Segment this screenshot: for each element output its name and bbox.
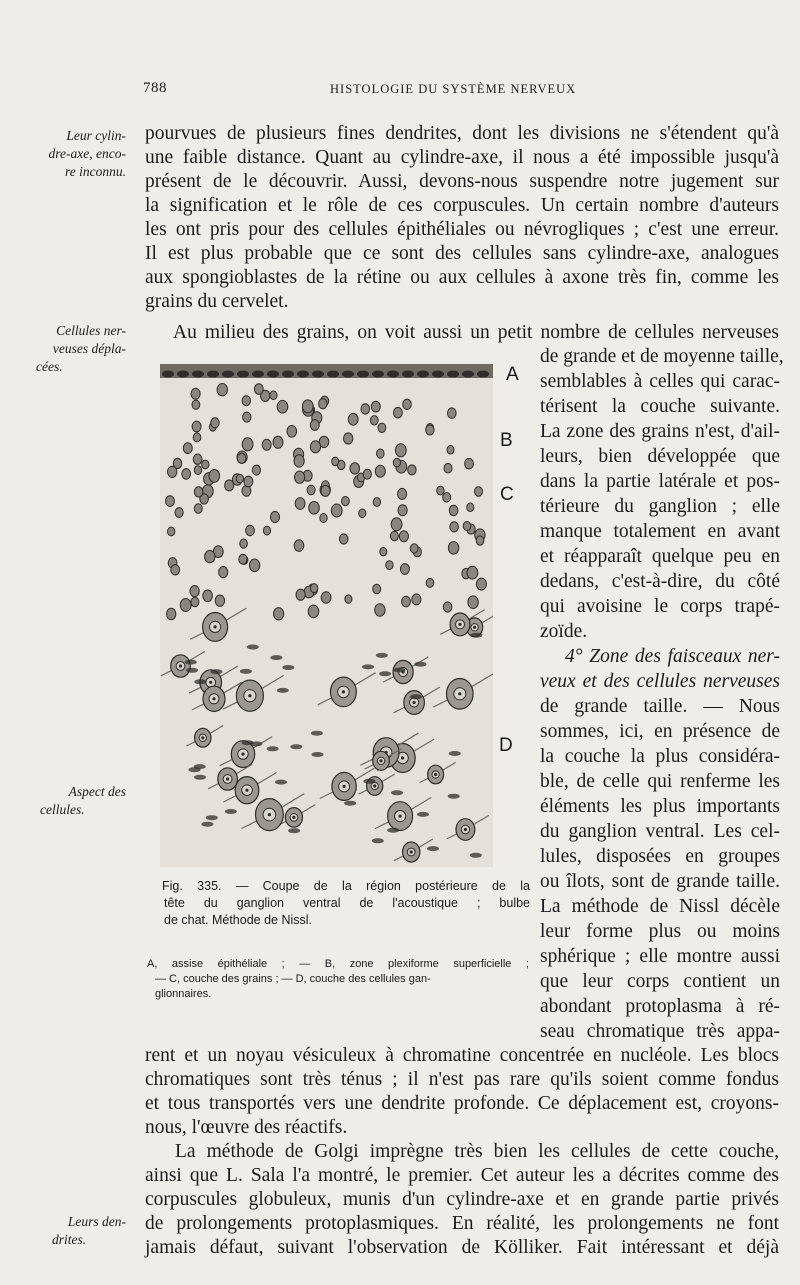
glial-nucleus xyxy=(247,645,259,650)
glial-nucleus xyxy=(186,668,198,673)
caption-line: de chat. Méthode de Nissl. xyxy=(164,913,312,927)
granule-cell xyxy=(180,599,191,612)
margin-note-1 xyxy=(14,127,126,181)
granule-cell xyxy=(309,502,320,515)
text-line: seau chromatique très appa- xyxy=(540,1021,780,1042)
nucleolus xyxy=(373,784,376,787)
glial-nucleus xyxy=(379,671,391,676)
granule-cell xyxy=(270,511,279,522)
granule-cell xyxy=(399,531,408,542)
granule-cell xyxy=(194,466,201,475)
text-line: leurs, bien développée que xyxy=(540,446,780,467)
granule-cell xyxy=(263,526,270,535)
epithelial-cell xyxy=(372,371,384,378)
margin-note-line: re inconnu. xyxy=(65,164,126,179)
granule-cell xyxy=(443,602,452,612)
nucleolus xyxy=(212,697,215,700)
epithelial-cell xyxy=(327,371,339,378)
granule-cell xyxy=(192,400,200,409)
margin-note-3 xyxy=(14,783,126,819)
granule-cell xyxy=(217,384,227,396)
granule-cell xyxy=(310,441,320,453)
nucleolus xyxy=(248,694,251,697)
figure-drawing xyxy=(160,364,493,867)
granule-cell xyxy=(444,463,452,473)
granule-cell xyxy=(400,564,409,575)
granule-cell xyxy=(426,578,434,587)
epithelial-cell xyxy=(447,371,459,378)
caption-line: Fig. 335. — Coupe de la région postérieure de la xyxy=(162,879,530,893)
granule-cell xyxy=(390,531,398,541)
granule-cell xyxy=(302,400,313,413)
text-line: de grande taille. — Nous xyxy=(540,696,780,717)
granule-cell xyxy=(215,595,224,606)
glial-nucleus xyxy=(185,660,197,665)
glial-nucleus xyxy=(427,846,439,851)
nucleolus xyxy=(458,692,461,695)
granule-cell xyxy=(393,458,400,467)
glial-nucleus xyxy=(376,653,388,658)
margin-note-line: Cellules ner- xyxy=(56,323,126,338)
glial-nucleus xyxy=(275,780,287,785)
epithelial-cell xyxy=(222,371,234,378)
granule-cell xyxy=(348,413,358,425)
granule-cell xyxy=(386,561,393,570)
epithelial-cell xyxy=(477,371,489,378)
granule-cell xyxy=(310,584,317,593)
glial-nucleus xyxy=(414,662,426,667)
nucleolus xyxy=(201,736,204,739)
glial-nucleus xyxy=(344,801,356,806)
glial-nucleus xyxy=(242,740,254,745)
nucleolus xyxy=(343,785,346,788)
text-line: présent de le découvrir. Aussi, devons-nous suspendre notre jugement sur xyxy=(145,171,779,192)
granule-cell xyxy=(398,488,407,499)
granule-cell xyxy=(412,594,421,605)
granule-cell xyxy=(190,586,199,597)
running-title: HISTOLOGIE DU SYSTÈME NERVEUX xyxy=(330,82,577,96)
granule-cell xyxy=(447,446,454,455)
granule-cell xyxy=(168,466,177,477)
nucleolus xyxy=(179,664,182,667)
glial-nucleus xyxy=(311,731,323,736)
granule-cell xyxy=(240,539,248,548)
granule-cell xyxy=(202,460,209,469)
caption-line: tête du ganglion ventral de l'acoustique ; bulbe xyxy=(164,896,530,910)
epithelial-cell xyxy=(402,371,414,378)
granule-cell xyxy=(437,486,444,495)
granule-cell xyxy=(371,401,380,412)
granule-cell xyxy=(443,493,451,503)
nucleolus xyxy=(268,813,271,816)
glial-nucleus xyxy=(312,752,324,757)
epithelial-cell xyxy=(252,371,264,378)
glial-nucleus xyxy=(282,665,294,670)
figure-label-a: A xyxy=(506,364,519,385)
text-line: ainsi que L. Sala l'a montré, le premier. Cet auteur les a décrites comme des xyxy=(145,1165,779,1186)
margin-note-line: drites. xyxy=(52,1232,87,1247)
glial-nucleus xyxy=(470,633,482,638)
epithelial-cell xyxy=(312,371,324,378)
figure-caption xyxy=(162,878,530,929)
granule-cell xyxy=(194,487,203,497)
epithelial-cell xyxy=(162,371,174,378)
granule-cell xyxy=(395,444,406,457)
granule-cell xyxy=(467,566,478,579)
margin-note-line: cées. xyxy=(36,359,63,374)
granule-cell xyxy=(377,449,385,458)
glial-nucleus xyxy=(201,822,213,827)
margin-note-2 xyxy=(14,322,126,376)
granule-cell xyxy=(237,453,246,463)
granule-cell xyxy=(194,504,202,514)
glial-nucleus xyxy=(391,790,403,795)
nucleolus xyxy=(434,773,437,776)
glial-nucleus xyxy=(470,853,482,858)
nucleolus xyxy=(473,626,476,629)
text-line: térisent la couche suivante. xyxy=(540,396,780,417)
granule-cell xyxy=(467,503,474,512)
epithelial-cell xyxy=(282,371,294,378)
glial-nucleus xyxy=(189,767,201,772)
granule-cell xyxy=(408,465,416,475)
granule-cell xyxy=(211,418,219,428)
granule-cell xyxy=(363,469,371,479)
granule-cell xyxy=(205,550,215,562)
granule-cell xyxy=(410,544,418,553)
granule-cell xyxy=(209,470,220,483)
text-line: corpuscules globuleux, munis d'un cylindre-axe et en grande partie privés xyxy=(145,1189,779,1210)
text-line: chromatiques sont très ténus ; il n'est pas rare qu'ils soient comme fondus xyxy=(145,1069,779,1090)
figure-label-b: B xyxy=(500,430,513,451)
text-line: manque totalement en avant xyxy=(540,521,780,542)
granule-cell xyxy=(375,465,385,477)
granule-cell xyxy=(166,496,175,507)
epithelial-cell xyxy=(432,371,444,378)
nucleolus xyxy=(209,681,212,684)
granule-cell xyxy=(242,396,250,406)
figure-legend xyxy=(147,957,529,1002)
text-line: ble, de celle qui renferme les xyxy=(540,771,780,792)
granule-cell xyxy=(380,548,387,556)
granule-cell xyxy=(320,514,327,523)
granule-cell xyxy=(403,399,412,409)
text-line: sphérique ; elle montre aussi xyxy=(540,946,780,967)
nucleolus xyxy=(241,753,244,756)
text-line: térieure du ganglion ; elle xyxy=(540,496,780,517)
text-line: La méthode de Golgi imprègne très bien les cellules de cette couche, xyxy=(175,1141,779,1162)
granule-cell xyxy=(307,485,315,495)
text-line: grains du cervelet. xyxy=(145,291,289,312)
text-line: jamais défaut, suivant l'observation de Kölliker. Fait intéressant et déjà xyxy=(145,1237,779,1258)
granule-cell xyxy=(448,408,457,418)
text-line: semblables à celles qui carac- xyxy=(540,371,780,392)
margin-note-line: Leur cylin- xyxy=(66,128,126,143)
nucleolus xyxy=(292,816,295,819)
legend-line: — C, couche des grains ; — D, couche des cellules gan- xyxy=(155,973,431,985)
granule-cell xyxy=(361,404,370,414)
granule-cell xyxy=(277,400,288,413)
granule-cell xyxy=(254,384,263,395)
granule-cell xyxy=(449,505,458,515)
text-line: qui avoisine le corps trapé- xyxy=(540,596,780,617)
nucleolus xyxy=(379,759,382,762)
glial-nucleus xyxy=(362,664,374,669)
granule-cell xyxy=(321,485,330,496)
granule-cell xyxy=(246,525,255,535)
glial-nucleus xyxy=(372,838,384,843)
text-line: Il est plus probable que ce sont des cellules sans cylindre-axe, analogues xyxy=(145,243,779,264)
glial-nucleus xyxy=(270,655,282,660)
granule-cell xyxy=(219,567,228,578)
text-line: rent et un noyau vésiculeux à chromatine concentrée en nucléole. Les blocs xyxy=(145,1045,779,1066)
text-line: et réapparaît quelque peu en xyxy=(540,546,780,567)
granule-cell xyxy=(359,509,366,518)
glial-nucleus xyxy=(410,694,422,699)
text-line: nous, l'œuvre des réactifs. xyxy=(145,1117,348,1138)
text-line: sommes, ici, en présence de xyxy=(540,721,780,742)
granule-cell xyxy=(342,497,350,506)
text-line: la signification et le rôle de ces corpuscules. Un certain nombre d'auteurs xyxy=(145,195,779,216)
granule-cell xyxy=(175,508,183,518)
granule-cell xyxy=(203,590,213,602)
granule-cell xyxy=(476,578,486,590)
epithelial-cell xyxy=(462,371,474,378)
granule-cell xyxy=(373,584,381,594)
text-line: ou îlots, sont de grande taille. xyxy=(540,871,780,892)
text-line: dedans, c'est-à-dire, du côté xyxy=(540,571,780,592)
glial-nucleus xyxy=(240,669,252,674)
text-line: leur forme plus ou moins xyxy=(540,921,780,942)
granule-cell xyxy=(350,463,360,474)
section-heading-line: 4° Zone des faisceaux ner- xyxy=(565,646,780,667)
granule-cell xyxy=(249,559,259,572)
epithelial-cell xyxy=(297,371,309,378)
granule-cell xyxy=(463,522,471,531)
granule-cell xyxy=(239,554,247,564)
glial-nucleus xyxy=(449,751,461,756)
glial-nucleus xyxy=(393,668,405,673)
text-line: abondant protoplasma à ré- xyxy=(540,996,780,1017)
epithelial-cell xyxy=(267,371,279,378)
text-line: lules, disposées en groupes xyxy=(540,846,780,867)
granule-cell xyxy=(448,542,458,555)
nucleolus xyxy=(401,756,404,759)
granule-cell xyxy=(295,498,305,510)
granule-cell xyxy=(450,522,459,532)
glial-nucleus xyxy=(211,669,223,674)
glial-nucleus xyxy=(288,828,300,833)
text-line: les ont pris pour des cellules épithéliales ou névrogliques ; c'est une erreur. xyxy=(145,219,779,240)
page-number: 788 xyxy=(143,80,167,96)
glial-nucleus xyxy=(225,809,237,814)
granule-cell xyxy=(321,592,331,604)
granule-cell xyxy=(193,454,202,464)
text-line: zoïde. xyxy=(540,621,588,642)
granule-cell xyxy=(339,534,348,544)
legend-line: glionnaires. xyxy=(155,988,212,1000)
granule-cell xyxy=(191,597,199,607)
glial-nucleus xyxy=(290,744,302,749)
epithelial-cell xyxy=(387,371,399,378)
granule-cell xyxy=(296,589,305,600)
granule-cell xyxy=(252,465,260,475)
granule-cell xyxy=(345,595,352,603)
granule-cell xyxy=(167,608,176,619)
margin-note-line: Leurs den- xyxy=(67,1214,126,1229)
granule-cell xyxy=(270,391,277,400)
granule-cell xyxy=(295,471,305,483)
granule-cell xyxy=(242,438,253,451)
granule-cell xyxy=(398,505,407,516)
granule-cell xyxy=(373,498,380,507)
figure-label-c: C xyxy=(500,484,514,505)
text-line: pourvues de plusieurs fines dendrites, dont les divisions ne s'étendent qu'à xyxy=(145,123,779,144)
granule-cell xyxy=(287,426,297,438)
text-line: et tous transportés vers une dendrite profonde. Ce déplacement est, croyons- xyxy=(145,1093,779,1114)
granule-cell xyxy=(391,518,402,531)
granule-cell xyxy=(402,596,411,607)
nucleolus xyxy=(226,777,229,780)
text-line: une faible distance. Quant au cylindre-axe, il nous a été impossible jusqu'à xyxy=(145,147,779,168)
granule-cell xyxy=(319,399,327,409)
margin-note-line: dre-axe, enco- xyxy=(48,146,126,161)
margin-note-line: veuses dépla- xyxy=(52,341,126,356)
granule-cell xyxy=(426,425,434,435)
section-heading-line: veux et des cellules nerveuses xyxy=(540,671,780,692)
granule-cell xyxy=(476,536,484,545)
granule-cell xyxy=(274,608,284,620)
nucleolus xyxy=(413,701,416,704)
text-line: La zone des grains n'est, d'ail- xyxy=(540,421,780,442)
epithelial-cell xyxy=(192,371,204,378)
text-line: que leur corps contient un xyxy=(540,971,780,992)
glial-nucleus xyxy=(417,812,429,817)
glial-nucleus xyxy=(277,688,289,693)
granule-cell xyxy=(273,436,283,448)
glial-nucleus xyxy=(387,828,399,833)
histology-figure xyxy=(160,364,493,867)
text-line: du ganglion ventral. Les cel- xyxy=(540,821,780,842)
granule-cell xyxy=(191,388,200,399)
granule-cell xyxy=(262,439,271,450)
granule-cell xyxy=(308,605,319,618)
nucleolus xyxy=(399,815,402,818)
epithelial-cell xyxy=(237,371,249,378)
epithelial-cell xyxy=(207,371,219,378)
granule-cell xyxy=(468,596,478,609)
text-line: La méthode de Nissl décèle xyxy=(540,896,780,917)
granule-cell xyxy=(183,443,192,454)
text-line: de prolongements protoplasmiques. En réalité, les prolongements ne font xyxy=(145,1213,779,1234)
margin-note-line: Aspect des xyxy=(68,784,126,799)
glial-nucleus xyxy=(448,794,460,799)
epithelial-cell xyxy=(177,371,189,378)
granule-cell xyxy=(193,433,201,442)
granule-cell xyxy=(370,416,378,425)
granule-cell xyxy=(394,407,403,418)
granule-cell xyxy=(375,604,385,617)
granule-cell xyxy=(378,423,386,432)
granule-cell xyxy=(244,476,253,487)
nucleolus xyxy=(458,623,461,626)
epithelial-cell xyxy=(357,371,369,378)
granule-cell xyxy=(236,474,243,483)
granule-cell xyxy=(168,527,175,536)
glial-nucleus xyxy=(363,779,375,784)
figure-label-d: D xyxy=(499,735,513,756)
text-line: dans la partie latérale et pos- xyxy=(540,471,780,492)
glial-nucleus xyxy=(194,679,206,684)
text-line: éléments les plus importants xyxy=(540,796,780,817)
glial-nucleus xyxy=(194,775,206,780)
text-line: la couche la plus considéra- xyxy=(540,746,780,767)
nucleolus xyxy=(410,850,413,853)
granule-cell xyxy=(310,420,319,431)
granule-cell xyxy=(331,504,342,517)
legend-line: A, assise épithéliale ; — B, zone plexiforme superficielle ; xyxy=(147,958,529,970)
glial-nucleus xyxy=(206,815,218,820)
granule-cell xyxy=(294,455,304,467)
nucleolus xyxy=(214,625,217,628)
glial-nucleus xyxy=(267,746,279,751)
text-line: aux spongioblastes de la rétine ou aux cellules à axone très fin, comme les xyxy=(145,267,779,288)
margin-note-line: cellules. xyxy=(40,802,85,817)
granule-cell xyxy=(475,487,483,497)
nucleolus xyxy=(342,690,345,693)
nucleolus xyxy=(464,828,467,831)
granule-cell xyxy=(332,457,339,466)
margin-note-4 xyxy=(14,1213,126,1249)
granule-cell xyxy=(171,565,180,575)
granule-cell xyxy=(344,433,353,444)
epithelial-cell xyxy=(417,371,429,378)
granule-cell xyxy=(182,469,191,480)
text-line: de grande et de moyenne taille, xyxy=(540,346,784,367)
granule-cell xyxy=(465,458,474,469)
granule-cell xyxy=(192,421,201,432)
epithelial-cell xyxy=(342,371,354,378)
nucleolus xyxy=(245,789,248,792)
paragraph-middle-first-line: Au milieu des grains, on voit aussi un petit nombre de cellules nerveuses xyxy=(173,322,779,343)
granule-cell xyxy=(294,540,304,552)
granule-cell xyxy=(243,412,251,422)
